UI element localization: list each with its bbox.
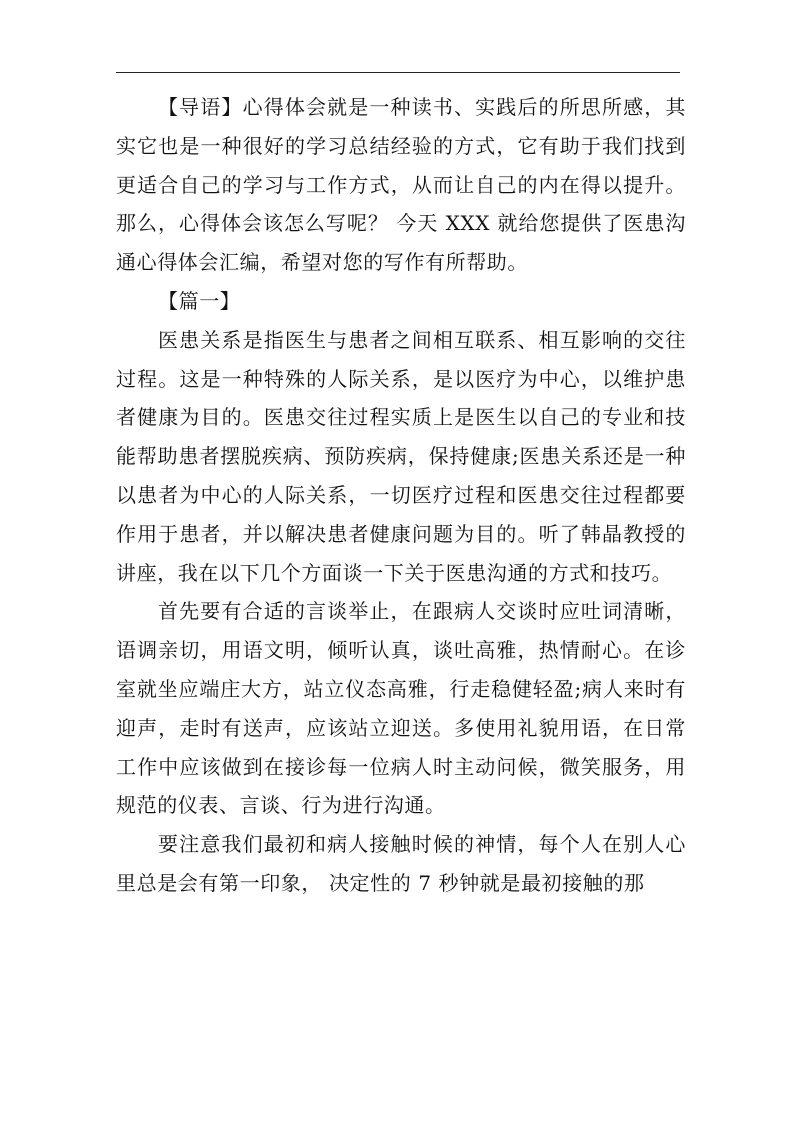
body-paragraph-1: 医患关系是指医生与患者之间相互联系、相互影响的交往过程。这是一种特殊的人际关系，是以医疗为中心，以维护患者健康为目的。医患交往过程实质上是医生以自己的专业和技能帮助患者摆脱疾病、预防疾病，保持健康;医患关系还是一种以患者为中心的人际关系，一切医疗过程和医患交往过程都要作用于患者，并以解决患者健康问题为目的。听了韩晶教授的讲座，我在以下几个方面谈一下关于医患沟通的方式和技巧。 <box>116 327 686 585</box>
body-paragraph-2: 首先要有合适的言谈举止，在跟病人交谈时应吐词清晰，语调亲切，用语文明，倾听认真，谈吐高雅，热情耐心。在诊室就坐应端庄大方，站立仪态高雅，行走稳健轻盈;病人来时有迎声，走时有送声，应该站立迎送。多使用礼貌用语，在日常工作中应该做到在接诊每一位病人时主动问候，微笑服务，用规范的仪表、言谈、行为进行沟通。 <box>116 599 686 818</box>
body-paragraph-3: 要注意我们最初和病人接触时候的神情，每个人在别人心里总是会有第一印象， 决定性的 7 秒钟就是最初接触的那 <box>116 832 686 895</box>
header-rule <box>116 72 680 73</box>
document-body <box>116 88 686 903</box>
section-title: 【篇一】 <box>158 288 241 313</box>
intro-paragraph: 【导语】心得体会就是一种读书、实践后的所思所感，其实它也是一种很好的学习总结经验的方式，它有助于我们找到更适合自己的学习与工作方式，从而让自己的内在得以提升。那么，心得体会该怎么写呢？ 今天 XXX 就给您提供了医患沟通心得体会汇编，希望对您的写作有所帮助。 <box>116 95 686 275</box>
